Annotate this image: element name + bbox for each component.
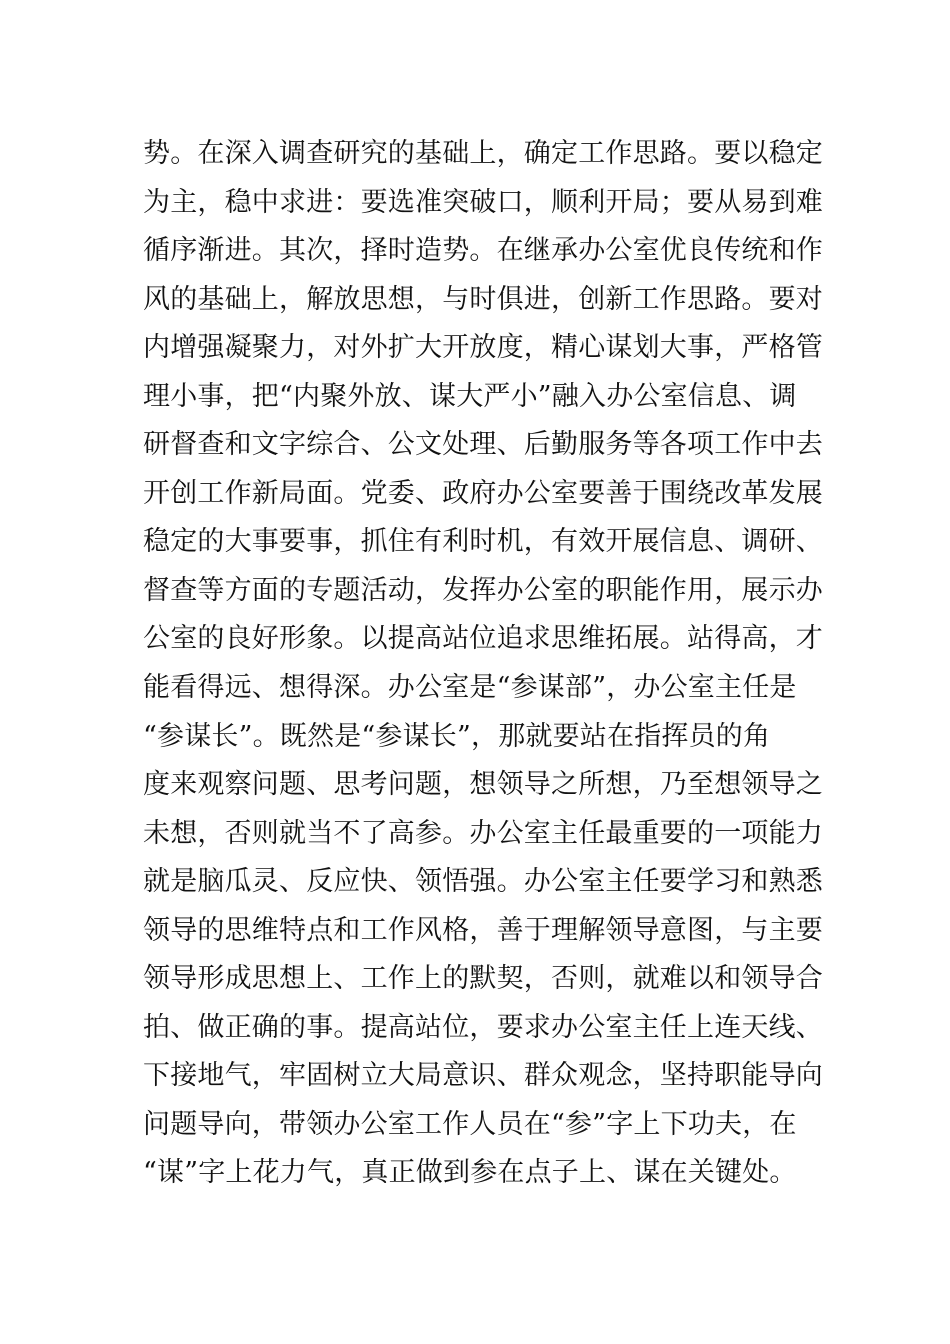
text-line: 督查等方面的专题活动，发挥办公室的职能作用，展示办 xyxy=(143,574,823,606)
text-line: “谋”字上花力气，真正做到参在点子上、谋在关键处。 xyxy=(143,1157,797,1189)
text-line: 稳定的大事要事，抓住有利时机，有效开展信息、调研、 xyxy=(143,526,823,558)
text-line: 未想，否则就当不了高参。办公室主任最重要的一项能力 xyxy=(143,817,823,849)
text-line: 公室的良好形象。以提高站位追求思维拓展。站得高，才 xyxy=(143,623,823,655)
text-line: 度来观察问题、思考问题，想领导之所想，乃至想领导之 xyxy=(143,769,823,801)
text-line: 研督查和文字综合、公文处理、后勤服务等各项工作中去 xyxy=(143,429,823,461)
text-line: 循序渐进。其次，择时造势。在继承办公室优良传统和作 xyxy=(143,235,823,267)
text-line: 领导形成思想上、工作上的默契，否则，就难以和领导合 xyxy=(143,963,823,995)
text-line: 能看得远、想得深。办公室是“参谋部”，办公室主任是 xyxy=(143,672,797,704)
text-line: 为主，稳中求进：要选准突破口，顺利开局；要从易到难 xyxy=(143,186,823,218)
text-line: 势。在深入调查研究的基础上，确定工作思路。要以稳定 xyxy=(143,138,823,169)
text-line: 下接地气，牢固树立大局意识、群众观念，坚持职能导向 xyxy=(143,1060,823,1092)
text-line: 问题导向，带领办公室工作人员在“参”字上下功夫，在 xyxy=(143,1108,797,1140)
text-line: 领导的思维特点和工作风格，善于理解领导意图，与主要 xyxy=(143,914,823,946)
text-line: 风的基础上，解放思想，与时俱进，创新工作思路。要对 xyxy=(143,283,823,315)
text-line: 理小事，把“内聚外放、谋大严小”融入办公室信息、调 xyxy=(143,380,797,412)
text-line: 就是脑瓜灵、反应快、领悟强。办公室主任要学习和熟悉 xyxy=(143,866,823,898)
text-line: 拍、做正确的事。提高站位，要求办公室主任上连天线、 xyxy=(143,1011,823,1043)
text-line: “参谋长”。既然是“参谋长”，那就要站在指挥员的角 xyxy=(143,720,771,752)
text-line: 开创工作新局面。党委、政府办公室要善于围绕改革发展 xyxy=(143,477,823,509)
body-paragraph xyxy=(143,130,823,1198)
text-line: 内增强凝聚力，对外扩大开放度，精心谋划大事，严格管 xyxy=(143,332,823,364)
